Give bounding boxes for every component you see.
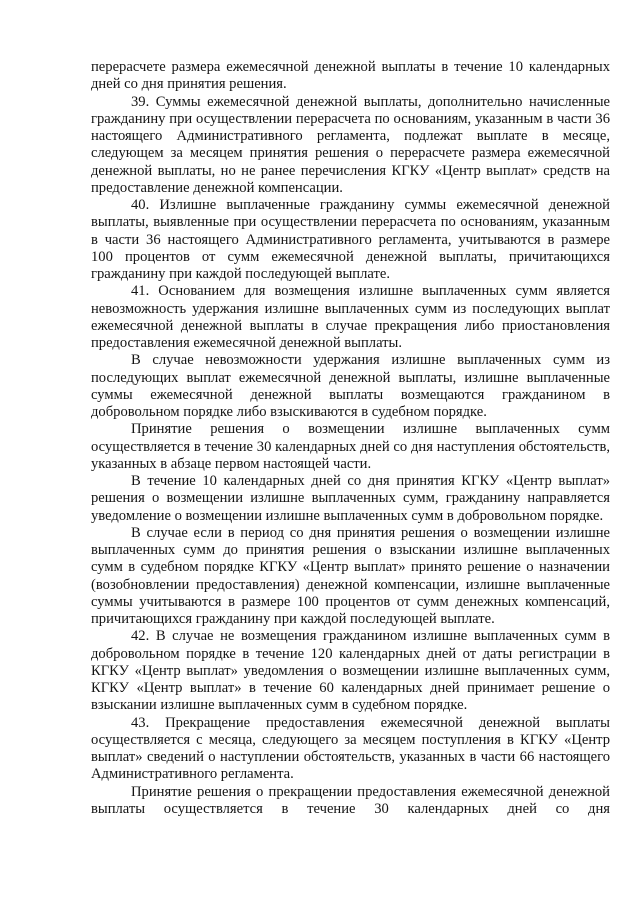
paragraph-40: 40. Излишне выплаченные гражданину суммы ежемесячной денежной выплаты, выявленные при осуществлении перерасчета по основаниям, указанным в части 36 настоящего Административного регламента, учитываются в размере 100 процентов от сумм ежемесячной денежной выплаты, причитающихся гражданину при каждой последующей выплате.	[91, 197, 610, 282]
paragraph-41-impossibility: В случае невозможности удержания излишне выплаченных сумм из последующих выплат ежемесячной денежной выплаты, излишне выплаченные суммы ежемесячной денежной выплаты возмещаются гражданином в добровольном порядке либо взыскиваются в судебном порядке.	[91, 352, 610, 420]
paragraph-continuation: перерасчете размера ежемесячной денежной выплаты в течение 10 календарных дней со дня принятия решения.	[91, 59, 610, 93]
paragraph-42: 42. В случае не возмещения гражданином излишне выплаченных сумм в добровольном порядке в течение 120 календарных дней от даты регистрации в КГКУ «Центр выплат» уведомления о возмещении излишне выплаченных сумм, КГКУ «Центр выплат» в течение 60 календарных дней принимает решение о взыскании излишне выплаченных сумм в судебном порядке.	[91, 628, 610, 714]
paragraph-41: 41. Основанием для возмещения излишне выплаченных сумм является невозможность удержания излишне выплаченных сумм из последующих выплат ежемесячной денежной выплаты в случае прекращения либо приостановления предоставления ежемесячной денежной выплаты.	[91, 283, 610, 351]
paragraph-41-notification: В течение 10 календарных дней со дня принятия КГКУ «Центр выплат» решения о возмещении излишне выплаченных сумм, гражданину направляется уведомление о возмещении излишне выплаченных сумм в добровольном порядке.	[91, 473, 610, 524]
paragraph-43: 43. Прекращение предоставления ежемесячной денежной выплаты осуществляется с месяца, следующего за месяцем поступления в КГКУ «Центр выплат» сведений о наступлении обстоятельств, указанных в части 66 настоящего Административного регламента.	[91, 714, 610, 783]
paragraph-41-resumption: В случае если в период со дня принятия решения о возмещении излишне выплаченных сумм до принятия решения о взыскании излишне выплаченных сумм в судебном порядке КГКУ «Центр выплат» принято решение о назначении (возобновлении предоставления) денежной компенсации, излишне выплаченные суммы учитываются в размере 100 процентов от сумм денежных компенсаций, причитающихся гражданину при каждой последующей выплате.	[91, 524, 610, 627]
paragraph-43-decision: Принятие решения о прекращении предоставления ежемесячной денежной выплаты осуществляется в течение 30 календарных дней со дня	[91, 783, 610, 817]
paragraph-41-decision-term: Принятие решения о возмещении излишне выплаченных сумм осуществляется в течение 30 календарных дней со дня наступления обстоятельств, указанных в абзаце первом настоящей части.	[91, 421, 610, 472]
document-page	[91, 59, 610, 818]
paragraph-39: 39. Суммы ежемесячной денежной выплаты, дополнительно начисленные гражданину при осуществлении перерасчета по основаниям, указанным в части 36 настоящего Административного регламента, подлежат выплате в месяце, следующем за месяцем принятия решения о перерасчете размера ежемесячной денежной выплаты, но не ранее перечисления КГКУ «Центр выплат» средств на предоставление денежной компенсации.	[91, 93, 610, 196]
